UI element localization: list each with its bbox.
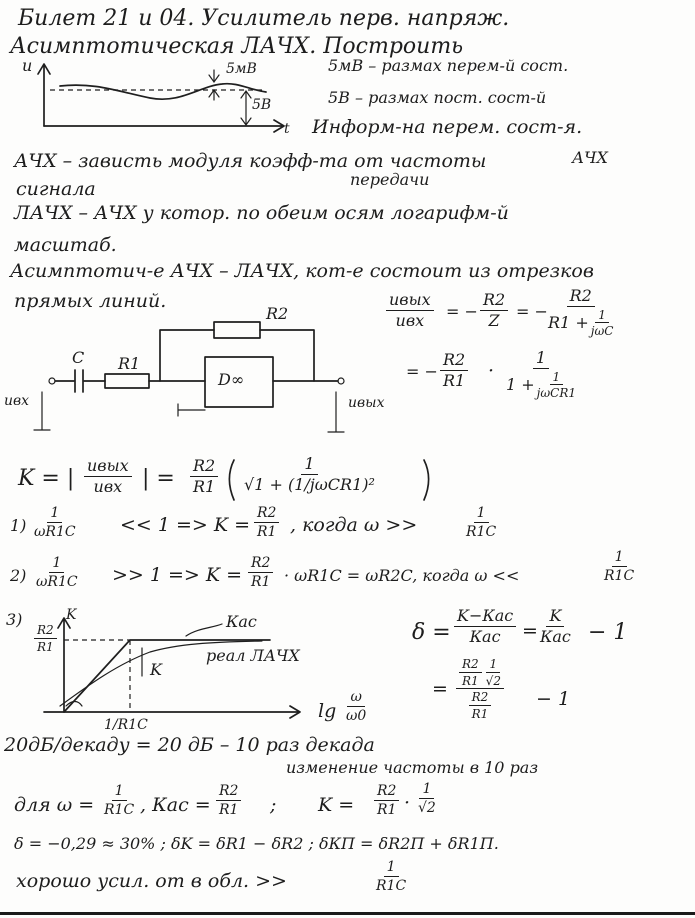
z-ratio [480,292,508,330]
hp-oneplus: 1 + [506,374,535,394]
case1-label: 1) [10,516,27,535]
dc-amp-label: 5В [252,97,272,113]
note-small-amp: 5мВ – размах перем-й сост. [328,56,569,75]
r2z-num: R2 [567,288,595,307]
case2-corner-rc: R1C [604,567,635,584]
k-r2: R2 [190,458,218,477]
last-frac [376,860,406,893]
bode-real-label: реал ЛАЧХ [206,646,300,665]
small-amp-label: 5мВ [226,61,257,77]
op-amp-symbol: D∞ [218,370,245,389]
case1-corner-one: 1 [474,506,489,523]
signal-curve [60,84,266,100]
page-bottom-edge [0,912,695,915]
err-frac1 [454,608,516,646]
r2-over-z [548,288,613,338]
bode-x-tick: 1/R1C [104,717,148,733]
err-r1-d: R1 [471,706,489,721]
last-line: хорошо усил. от в обл. >> [16,870,287,892]
case1-frac [34,506,76,539]
fw-frac [104,784,134,817]
bode-y-axis [58,618,70,712]
err-sqrt2: √2 [485,673,501,688]
bode-kas-label: Кас [226,612,257,631]
case2-label: 2) [10,566,27,585]
delta-line: δ = −0,29 ≈ 30% ; δK = δR1 − δR2 ; δКП = δR2П + δR1П. [14,834,499,853]
output-terminal [338,378,344,384]
bode-x-axis [44,706,300,718]
kas-eq: , Кас = [140,794,211,816]
resistor-r1 [105,374,149,388]
k-abs-paren-left [230,460,235,500]
err-r1: R1 [462,673,479,688]
err-big-frac [456,658,504,720]
highpass-frac [506,350,576,400]
last-num: 1 [384,860,399,877]
err-frac2 [540,608,571,646]
err-frac1-num: K−Кас [454,608,516,627]
k-frac [374,784,399,817]
err-r2r1 [459,658,482,687]
bode-y-tick [34,624,57,653]
kas-den: R1 [219,801,239,818]
for-w: для ω = [14,794,95,816]
case1-den: ωR1C [34,523,76,540]
bode-case-label: 3) [6,610,23,629]
k-root-den: √1 + (1/jωCR1)² [244,474,375,494]
r2r1-den: R1 [443,370,466,390]
err-frac2-num: K [546,608,564,627]
r2z-inner-frac [591,309,614,338]
slope-line: 20дБ/декаду = 20 дБ – 10 раз декада [4,734,375,756]
err-r2r1-den [469,691,492,720]
hp-inner-frac [537,371,576,400]
k-r1: R1 [193,476,216,496]
capacitor-c [75,370,83,392]
case1-corner-rc: R1C [466,523,497,540]
gain-den: uвх [395,310,425,330]
circuit-in-label: uвх [4,393,30,409]
err-one: 1 [486,658,500,673]
kas-pointer [186,624,222,636]
gain-ratio [386,292,434,330]
err-big-num [456,658,504,689]
r2z-r1plus: R1 + [548,312,589,332]
k-abs-paren-right [424,460,429,500]
bode-x-axis-pre: lg [318,700,337,722]
circuit-r1-label: R1 [118,354,141,373]
case1-num: 1 [47,506,62,523]
wire-feedback-right [260,330,314,381]
bode-k-label: K [150,660,162,679]
task-heading: Асимптотическая ЛАЧХ. Построить [10,34,464,59]
ticket-title: Билет 21 и 04. Усилитель перв. напряж. [18,6,510,31]
hp-den [506,369,576,400]
gain-dot: · [488,360,495,382]
err-eq: = [522,620,538,642]
footer-semi: ; [270,794,277,816]
k-root-frac [244,456,375,494]
k-ratio-den: uвх [93,476,123,496]
gain-eq3: = − [406,362,438,381]
def-lachx: ЛАЧХ – АЧХ у котор. по обеим осям логарифм-й [14,202,509,224]
case1-tail: , когда ω >> [290,514,418,536]
kas-num: R2 [216,784,241,801]
case2-frac [36,556,78,589]
bode-y-axis-label: K [66,607,77,623]
case2-r1: R1 [251,573,271,590]
gain-eq1: = − [446,302,478,321]
signal-u-label: u [22,56,33,75]
k-frac-num: R2 [374,784,399,801]
err-minus1-b: − 1 [536,688,571,710]
dc-amp-arrow [241,91,251,125]
k-sqrt-frac [418,782,436,815]
circuit-c-label: C [72,348,85,367]
circuit-out-label: uвых [348,395,385,411]
def-achx: АЧХ – зависть модуля коэфф-та от частоты [14,150,487,172]
fw-den: R1C [104,801,135,818]
k-dot: · [404,792,411,814]
case2-gain [248,556,273,589]
def-achx-tail: АЧХ [572,148,608,167]
note-info: Информ-на перем. сост-я. [312,116,583,138]
hp-inner-jwcr: jωCR1 [536,386,577,401]
fw-num: 1 [112,784,127,801]
note-dc-amp: 5В – размах пост. сост-й [328,88,547,107]
err-delta: δ = [412,620,451,645]
case1-r2: R2 [254,506,279,523]
def-achx-transfer: передачи [350,170,430,189]
signal-t-label: t [284,121,290,137]
bode-y-tick-num: R2 [34,624,57,639]
case2-corner [604,550,634,583]
k-root-one: 1 [301,456,317,475]
def-asym-lines: прямых линий. [14,290,167,312]
err-frac2-den: Кас [540,626,571,646]
small-amp-arrow-top [209,70,219,82]
r2z-den [548,307,613,338]
case2-den: ωR1C [36,573,78,590]
k-frac-den: R1 [377,801,397,818]
input-ground [34,392,50,430]
signal-u-axis [38,64,50,126]
def-asym: Асимптотич-е АЧХ – ЛАЧХ, кот-е состоит из отрезков [10,260,594,282]
err-r2: R2 [459,658,482,673]
output-ground [328,392,344,432]
small-amp-arrow-bottom [209,90,219,100]
r2r1-num: R2 [440,352,468,371]
k-ratio-num: uвых [84,458,132,477]
case2-corner-one: 1 [612,550,627,567]
r2z-one: 1 [595,309,609,324]
kas-frac [216,784,241,817]
gain-num: uвых [386,292,434,311]
bode-x-axis-frac [346,690,366,723]
bode-x-den: ω0 [346,707,367,724]
case1-r1: R1 [257,523,277,540]
hp-num: 1 [533,350,549,369]
gain-eq2: = − [516,302,548,321]
err-eq-b: = [432,678,448,700]
k-sqrt-den: √2 [418,799,436,816]
k-ratio [84,458,132,496]
input-terminal [49,378,55,384]
err-big-den [469,689,492,720]
def-lachx-scale: масштаб. [14,234,117,256]
hp-inner-one: 1 [550,371,564,386]
case1-gain [254,506,279,539]
case2-r2: R2 [248,556,273,573]
amp-ground-wire [178,404,205,416]
err-one-sqrt2 [486,658,501,687]
z-den: Z [488,310,500,330]
k-eq: K = [318,794,355,816]
case2-num: 1 [49,556,64,573]
k-r2r1 [190,458,218,496]
k-abs-end: | = [142,466,175,491]
case1-mid: << 1 => K = [120,514,251,536]
case2-mid: >> 1 => K = [112,564,243,586]
r2z-jwc: jωC [590,324,614,339]
def-achx-signal: сигнала [16,178,96,200]
err-frac1-den: Кас [469,626,501,646]
last-den: R1C [376,877,407,894]
wire-feedback-left [160,330,214,381]
resistor-r2 [214,322,260,338]
r2-over-r1 [440,352,468,390]
case2-tail: · ωR1C = ωR2C, когда ω << [284,566,520,585]
bode-y-tick-den: R1 [37,639,54,654]
err-minus1: − 1 [588,620,628,645]
k-sqrt-one: 1 [419,782,434,799]
circuit-r2-label: R2 [266,304,289,323]
z-num: R2 [480,292,508,311]
slope-line-b: изменение частоты в 10 раз [286,758,539,777]
k-lhs: K = | [18,466,75,491]
err-r2-d: R2 [469,691,492,706]
case1-corner [466,506,496,539]
bode-x-num: ω [347,690,364,707]
